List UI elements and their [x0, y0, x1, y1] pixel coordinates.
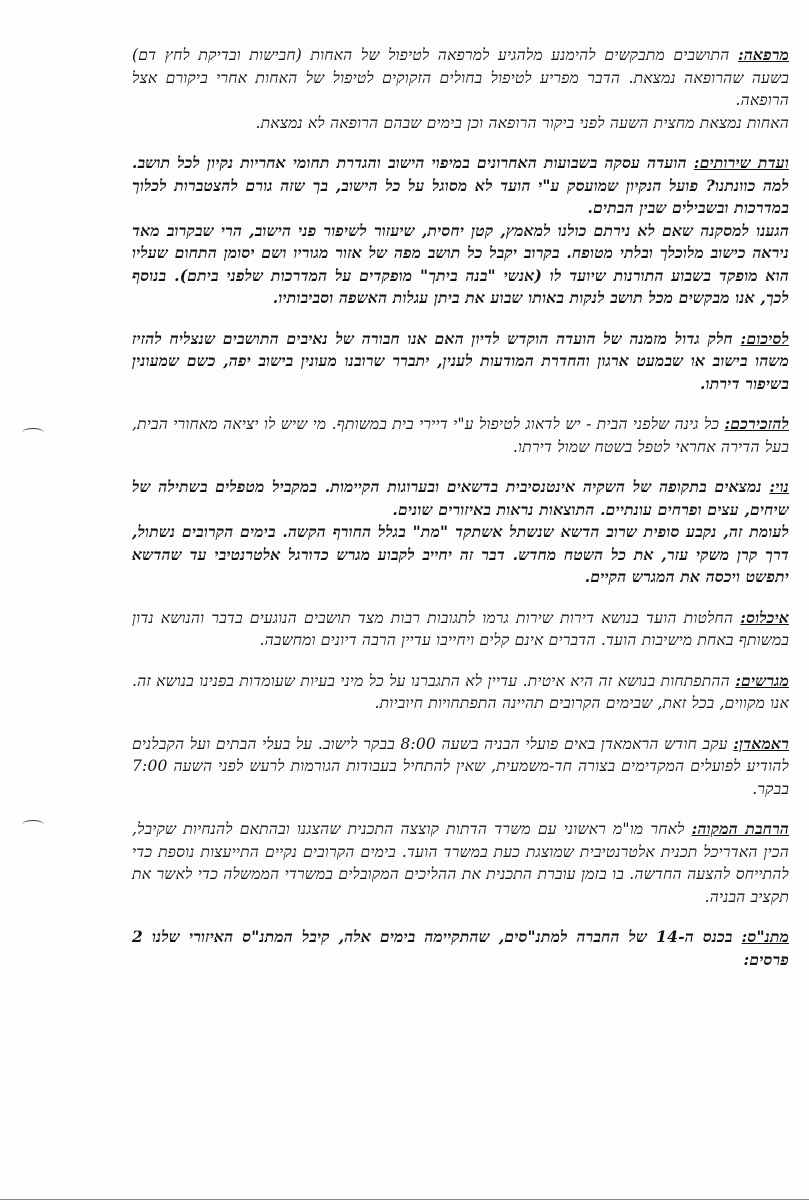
section-clinic — [132, 44, 789, 134]
section-paragraph: לעומת זה, נקבע סופית שרוב הדשא שנשתל אשתקד "מת" בגלל החורף הקשה. בימים הקרובים נשתול, דרך קרן משקי עזר, את כל השטח מחדש. דבר זה יחייב לקבוע מגרש כדורגל אלטרנטיבי עד שהדשא יתפשט ויכסה את המגרש הקיים. — [132, 522, 789, 586]
section-text: ההתפתחות בנושא זה היא איטית. עדיין לא התגברנו על כל מיני בעיות שעומדות בפנינו בנושא זה. אנו מקווים, בכל זאת, שבימים הקרובים תהיינה התפתחויות חיוביות. — [132, 671, 789, 712]
punch-hole-mark — [22, 428, 44, 437]
section-paragraph — [132, 818, 789, 908]
section-text: החלטות הועד בנושא דירות שירות גרמו לתגובות רבות מצד תושבים הנוגעים בדבר והנושא נדון במשותף באחת מישיבות הועד. הדברים אינם קלים ויחייבו עדיין הרבה דיונים ומחשבה. — [132, 608, 789, 649]
section-mikveh-expansion — [132, 818, 789, 908]
section-paragraph — [132, 670, 789, 715]
section-community-center — [132, 926, 789, 971]
section-landscaping — [132, 476, 789, 589]
section-heading: נוי: — [769, 477, 789, 496]
section-text: לאחר מו"מ ראשוני עם משרד הדתות קוצצה התכנית שהצגנו ובהתאם להנחיות שקיבל, הכין האדריכל תכנית אלטרנטיבית שמוצגת כעת במשרד הועד. בימים הקרובים נקיים התייעצות נוספת כדי להתייחס להצעה החדשה. בו בזמן עוברת התכנית את ההליכים המקובלים במשרדי הממשלה כדי לאשר את תקציב הבניה. — [132, 820, 789, 906]
section-text: חלק גדול מזמנה של הועדה הוקדש לדיון האם אנו חבורה של נאיבים התושבים שנצליח להזיז משהו בישוב או שבמעט ארגון והחדרת המודעות לענין, יתברר שרובנו מעונין בישוב יפה, כשם שמעונין בשיפור דירתו. — [132, 328, 789, 393]
section-summary — [132, 328, 789, 396]
section-reminder — [132, 413, 789, 458]
section-heading: ראמאדן: — [733, 733, 789, 753]
section-heading: מרפאה: — [737, 45, 789, 64]
section-paragraph — [132, 413, 789, 458]
section-paragraph — [132, 328, 789, 396]
section-text: עקב חודש הראמאדן באים פועלי הבניה בשעה 8:00 בבקר לישוב. על בעלי הבתים ועל הקבלנים להודיע לפועלים המקדימים בצורה חד-משמעית, שאין להתחיל בעבודות הגורמות לרעש לפני השעה 7:00 בבקר. — [132, 734, 789, 798]
section-paragraph: האחות נמצאת מחצית השעה לפני ביקור הרופאה וכן בימים שבהם הרופאה לא נמצאת. — [255, 113, 789, 132]
section-paragraph — [132, 476, 789, 521]
section-heading: להזכירכם: — [724, 414, 789, 433]
section-heading: מגרשים: — [735, 670, 789, 690]
section-plots — [132, 670, 789, 715]
section-text: התושבים מתבקשים להימנע מלהגיע למרפאה לטיפול של האחות (חבישות ובדיקת לחץ דם) בשעה שהרופאה נמצאת. הדבר מפריע לטיפול בחולים הזקוקים לטיפול של האחות אחרי ביקורם אצל הרופאה. — [132, 46, 789, 109]
section-paragraph — [132, 926, 789, 971]
section-paragraph — [132, 733, 789, 801]
section-text: בכנס ה-14 של החברה למתנ"סים, שהתקיימה בימים אלה, קיבל המתנ"ס האיזורי שלנו 2 פרסים: — [132, 927, 789, 969]
section-text: כל גינה שלפני הבית - יש לדאוג לטיפול ע"י דיירי בית במשותף. מי שיש לו יציאה מאחורי הבית, בעל הדירה אחראי לטפל בשטח שמול דירתו. — [132, 415, 789, 456]
section-services-committee — [132, 152, 789, 310]
section-text: נמצאים בתקופה של השקיה אינטנסיבית בדשאים ובערוגות הקיימות. במקביל מטפלים בשתילה של שיחים, עצים ופרחים עונתיים. התוצאות נראות באיזורים שונים. — [132, 477, 789, 519]
section-housing — [132, 607, 789, 652]
section-paragraph — [132, 607, 789, 652]
section-heading: הרחבת המקוה: — [691, 819, 789, 838]
newsletter-body — [132, 44, 789, 989]
section-heading: ועדת שירותים: — [693, 153, 789, 172]
section-paragraph: הגענו למסקנה שאם לא נירתם כולנו למאמץ, קטן יחסית, שיעזור לשיפור פני הישוב, הרי שבקרוב מאד ניראה כישוב מלוכלך ובלתי מטופח. בקרוב יקבל כל תושב מפה של אזור מגוריו ושם יסומן התחום שעליו הוא מופקד בשבוע התורנות שיועד לו (אנשי "בנה ביתך" מופקדים על המדרכות שלפני ביתם). בנוסף לכך, אנו מבקשים מכל תושב לנקות באותו שבוע את ביתן עגלות האשפה וסביבותיו. — [132, 220, 789, 307]
section-heading: לסיכום: — [740, 328, 789, 348]
section-paragraph — [132, 152, 789, 220]
section-heading: מתנ"ס: — [741, 927, 789, 946]
punch-hole-mark — [22, 820, 44, 829]
section-ramadan — [132, 733, 789, 801]
section-text: הועדה עסקה בשבועות האחרונים במיפוי הישוב והגדרת תחומי אחריות נקיון לכל תושב. למה כוונתנו? פועל הנקיון שמועסק ע"י הועד לא מסוגל על כל הישוב, בך שזה גורם להצטברות לכלוך במדרכות ובשבילים שבין הבתים. — [132, 153, 789, 217]
section-heading: איכלוס: — [740, 607, 789, 627]
section-paragraph — [132, 44, 789, 112]
